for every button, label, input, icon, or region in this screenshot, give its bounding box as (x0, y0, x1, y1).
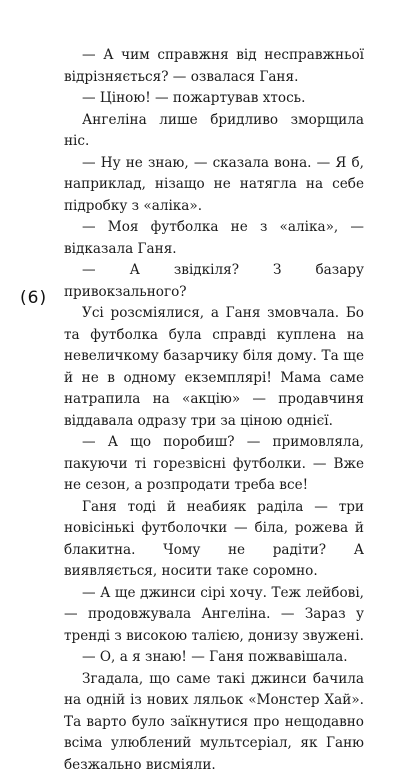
paragraph: Ганя тоді й неабияк раділа — три новісінькі футболочки — біла, рожева й блакитна. Чому не радіти? А виявляється, носити таке соромно. (64, 497, 364, 583)
paragraph: — Ну не знаю, — сказала вона. — Я б, наприклад, нізащо не натягла на себе підробку з «аліка». (64, 153, 364, 218)
paragraph: — О, а я знаю! — Ганя пожвавішала. (64, 647, 364, 669)
body-text (64, 45, 364, 776)
paragraph: — А чим справжня від несправжньої відрізняється? — озвалася Ганя. (64, 45, 364, 88)
paragraph: — А ще джинси сірі хочу. Теж лейбові, — продовжувала Ангеліна. — Зараз у тренді з високою талією, донизу звужені. (64, 583, 364, 648)
paragraph: — А звідкіля? З базару привокзального? (64, 260, 364, 303)
paragraph: Усі розсміялися, а Ганя змовчала. Бо та футболка була справді куплена на невеличкому базарчику біля дому. Та ще й не в одному екземплярі! Мама саме натрапила на «акцію» — продавчиня віддавала одразу три за ціною однієї. (64, 303, 364, 432)
paragraph: — А що поробиш? — примовляла, пакуючи ті горезвісні футболки. — Вже не сезон, а розпродати треба все! (64, 432, 364, 497)
paragraph: — Ціною! — пожартував хтось. (64, 88, 364, 110)
margin-page-note: (6) (20, 288, 47, 308)
paragraph: Згадала, що саме такі джинси бачила на одній із нових ляльок «Монстер Хай». Та варто було заїкнутися про нещодавно всіма улюблений мультсеріал, як Ганю безжально висміяли. (64, 669, 364, 776)
paragraph: Ангеліна лише бридливо зморщила ніс. (64, 110, 364, 153)
paragraph: — Моя футболка не з «аліка», — відказала Ганя. (64, 217, 364, 260)
